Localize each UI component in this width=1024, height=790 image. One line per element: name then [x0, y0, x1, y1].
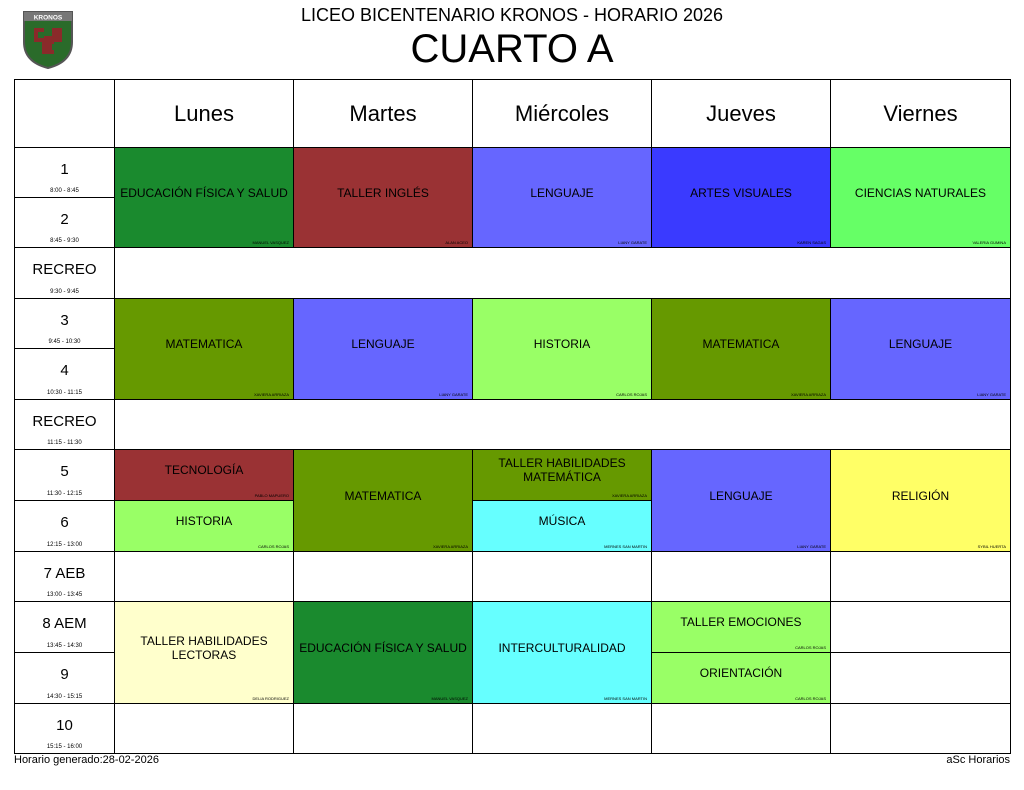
- lesson-cell: [114, 500, 294, 552]
- lesson-teacher: LIANY GARATE: [439, 392, 468, 397]
- lesson-teacher: CARLOS ROJAS: [616, 392, 647, 397]
- lesson-subject: ARTES VISUALES: [690, 185, 792, 200]
- lesson-subject: LENGUAJE: [530, 185, 594, 200]
- empty-cell: [114, 703, 294, 754]
- software-credit: aSc Horarios: [946, 754, 1010, 766]
- lesson-subject: EDUCACIÓN FÍSICA Y SALUD: [120, 185, 288, 200]
- lesson-subject: MATEMATICA: [702, 337, 780, 351]
- period-label: [14, 298, 115, 349]
- period-number: 6: [60, 514, 69, 531]
- period-label: [14, 247, 115, 299]
- lesson-subject: ORIENTACIÓN: [699, 666, 783, 680]
- empty-cell: [114, 551, 294, 602]
- lesson-subject: MÚSICA: [538, 514, 586, 528]
- period-number: 5: [60, 463, 69, 480]
- period-label: [14, 348, 115, 400]
- class-title: CUARTO A: [410, 27, 614, 71]
- lesson-teacher: CARLOS ROJAS: [258, 544, 289, 549]
- period-number: RECREO: [32, 261, 97, 278]
- period-time: 11:30 - 12:15: [47, 491, 82, 497]
- empty-cell: [472, 703, 652, 754]
- lesson-cell: [293, 298, 473, 400]
- empty-cell: [830, 551, 1011, 602]
- day-header: Martes: [293, 79, 473, 148]
- period-label: [14, 500, 115, 552]
- lesson-subject: LENGUAJE: [351, 337, 415, 351]
- lesson-teacher: DELIA RODRIGUEZ: [252, 696, 289, 701]
- period-number: 8 AEM: [42, 615, 87, 632]
- timetable-grid: [14, 79, 1010, 753]
- empty-cell: [472, 551, 652, 602]
- lesson-subject: EDUCACIÓN FÍSICA Y SALUD: [299, 640, 467, 655]
- lesson-teacher: CARLOS ROJAS: [795, 696, 826, 701]
- corner-cell: [14, 79, 115, 148]
- lesson-cell: [472, 500, 652, 552]
- lesson-teacher: MERNES SAN MARTIN: [604, 696, 647, 701]
- lesson-cell: [651, 449, 831, 552]
- period-time: 8:45 - 9:30: [50, 238, 79, 244]
- lesson-teacher: XAVIERA ARRIAZA: [790, 392, 826, 397]
- lesson-cell: [830, 298, 1011, 400]
- day-header: Jueves: [651, 79, 831, 148]
- period-label: [14, 147, 115, 198]
- lesson-cell: [472, 601, 652, 704]
- period-label: [14, 399, 115, 450]
- period-time: 12:15 - 13:00: [46, 542, 83, 548]
- lesson-subject: CIENCIAS NATURALES: [854, 185, 987, 200]
- period-label: [14, 449, 115, 501]
- lesson-cell: [293, 449, 473, 552]
- lesson-subject: TALLER HABILIDADES LECTORAS: [140, 633, 268, 662]
- lesson-subject: INTERCULTURALIDAD: [498, 640, 626, 655]
- lesson-subject: HISTORIA: [175, 514, 233, 528]
- lesson-cell: [651, 652, 831, 704]
- lesson-subject: HISTORIA: [533, 337, 591, 351]
- period-number: 1: [60, 161, 69, 178]
- empty-cell: [830, 703, 1011, 754]
- lesson-subject: RELIGIÓN: [891, 488, 950, 503]
- lesson-subject: TALLER HABILIDADES MATEMÁTICA: [498, 456, 626, 484]
- lesson-subject: TECNOLOGÍA: [164, 463, 244, 477]
- lesson-cell: [293, 601, 473, 704]
- lesson-cell: [830, 147, 1011, 248]
- period-label: [14, 197, 115, 248]
- lesson-cell: [651, 147, 831, 248]
- period-time: 13:00 - 13:45: [46, 592, 83, 598]
- lesson-cell: [830, 449, 1011, 552]
- empty-cell: [830, 601, 1011, 653]
- lesson-cell: [651, 298, 831, 400]
- period-time: 8:00 - 8:45: [50, 188, 79, 194]
- recess-row: [114, 399, 1011, 450]
- lesson-cell: [114, 147, 294, 248]
- lesson-teacher: XAVIERA ARRIAZA: [253, 392, 289, 397]
- school-title: LICEO BICENTENARIO KRONOS - HORARIO 2026: [300, 5, 724, 25]
- period-time: 13:45 - 14:30: [46, 643, 83, 649]
- lesson-cell: [472, 449, 652, 501]
- lesson-cell: [651, 601, 831, 653]
- empty-cell: [830, 652, 1011, 704]
- lesson-subject: MATEMATICA: [344, 488, 422, 503]
- lesson-teacher: LIANY GARATE: [618, 240, 647, 245]
- lesson-teacher: LIANY GARATE: [977, 392, 1006, 397]
- lesson-teacher: CARLOS ROJAS: [795, 645, 826, 650]
- lesson-teacher: MANUEL VASQUEZ: [252, 240, 289, 245]
- period-number: 3: [60, 312, 69, 329]
- lesson-subject: TALLER INGLÉS: [337, 185, 429, 200]
- period-number: 9: [60, 666, 69, 683]
- lesson-cell: [472, 298, 652, 400]
- lesson-teacher: PABLO MAPUERO: [254, 493, 289, 498]
- empty-cell: [651, 703, 831, 754]
- lesson-teacher: XAVIERA ARRIAZA: [432, 544, 468, 549]
- period-label: [14, 703, 115, 754]
- lesson-cell: [293, 147, 473, 248]
- period-label: [14, 551, 115, 602]
- lesson-cell: [114, 601, 294, 704]
- lesson-teacher: VALERIA GUMINA: [972, 240, 1006, 245]
- period-time: 14:30 - 15:15: [46, 694, 83, 700]
- day-header: Lunes: [114, 79, 294, 148]
- lesson-teacher: SYBIL HUERTA: [977, 544, 1006, 549]
- empty-cell: [651, 551, 831, 602]
- period-number: 2: [60, 211, 69, 228]
- logo-text: KRONOS: [33, 14, 63, 22]
- lesson-teacher: KAREN SAGAS: [797, 240, 826, 245]
- period-number: RECREO: [32, 413, 97, 430]
- lesson-cell: [114, 298, 294, 400]
- period-label: [14, 652, 115, 704]
- lesson-subject: LENGUAJE: [709, 488, 773, 503]
- period-time: 9:30 - 9:45: [50, 289, 79, 295]
- lesson-subject: LENGUAJE: [888, 337, 953, 351]
- day-header: Viernes: [830, 79, 1011, 148]
- lesson-teacher: XAVIERA ARRIAZA: [611, 493, 647, 498]
- lesson-cell: [114, 449, 294, 501]
- empty-cell: [293, 551, 473, 602]
- lesson-teacher: MERNES SAN MARTIN: [604, 544, 647, 549]
- period-number: 4: [60, 362, 69, 379]
- period-label: [14, 601, 115, 653]
- generated-date: Horario generado:28-02-2026: [14, 754, 159, 766]
- recess-row: [114, 247, 1011, 299]
- lesson-teacher: LIANY GARATE: [797, 544, 826, 549]
- period-number: 7 AEB: [43, 565, 86, 582]
- lesson-teacher: ALAN ACEO: [445, 240, 468, 245]
- period-time: 15:15 - 16:00: [46, 744, 83, 750]
- lesson-subject: TALLER EMOCIONES: [680, 615, 802, 629]
- period-number: 10: [56, 717, 73, 734]
- lesson-subject: MATEMATICA: [165, 337, 243, 351]
- empty-cell: [293, 703, 473, 754]
- lesson-cell: [472, 147, 652, 248]
- period-time: 9:45 - 10:30: [48, 339, 81, 345]
- period-time: 10:30 - 11:15: [47, 390, 82, 396]
- period-time: 11:15 - 11:30: [47, 440, 82, 446]
- day-header: Miércoles: [472, 79, 652, 148]
- lesson-teacher: MANUEL VASQUEZ: [431, 696, 468, 701]
